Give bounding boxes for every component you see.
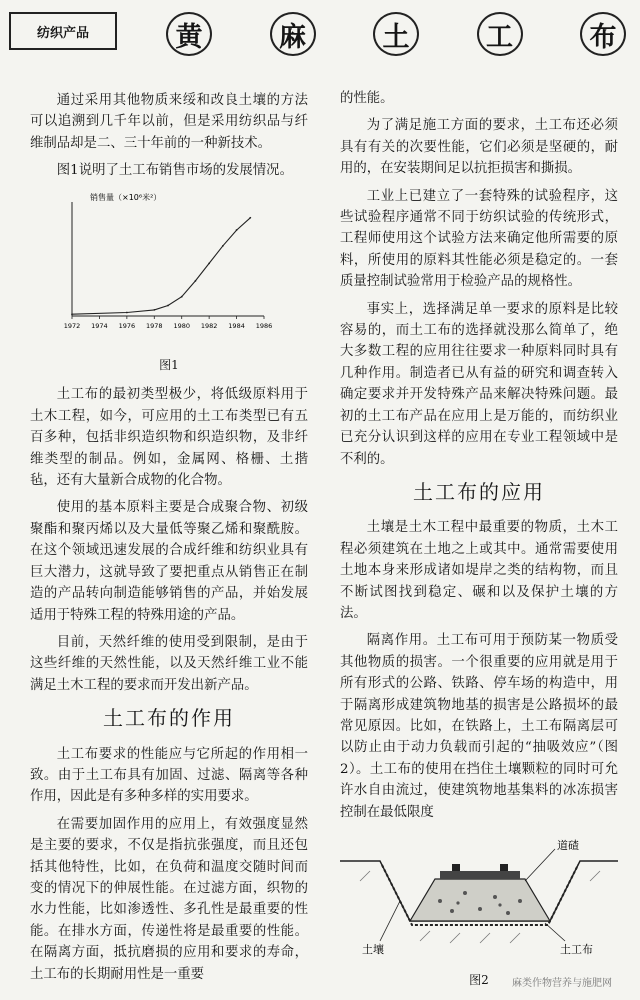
section-label: 纺织产品 (9, 12, 117, 50)
data-point (222, 245, 224, 247)
paragraph: 事实上，选择满足单一要求的原料是比较容易的，而土工布的选择就没那么简单了，绝大多数工程的应用往往要求一种原料同时具有几种作用。制造者已从有益的研究和调查转入确定要求并开发特殊产品来解决特殊问题。最初的土工布产品在应用上是万能的，而纺织业已充分认识到这样的应用在专业工程领域中是不利的。 (340, 301, 618, 467)
paragraph: 工业上已建立了一套特殊的试验程序，这些试验程序通常不同于纺织试验的传统形式，工程师使用这个试验方法来确定他所需要的原料，所使用的原料其性能必须是稳定的。一套质量控制试验常用于检验产品的规格性。 (340, 188, 618, 290)
paragraph: 为了满足施工方面的要求，土工布还必须具有有关的次要性能，它们必须是坚硬的，耐用的，在安装期间足以抗拒损害和撕损。 (340, 118, 618, 177)
title-char: 布 (580, 12, 626, 56)
paragraph: 使用的基本原料主要是合成聚合物、初级聚酯和聚丙烯以及大量低等聚乙烯和聚酰胺。在这个领域迅速发展的合成纤维和纺织业具有巨大潜力，这就导致了要把重点从销售正在制造的产品转向制造能够销售的产品，并始发展适用于特殊工程的特殊用途的产品。 (30, 500, 308, 623)
data-point (208, 262, 210, 264)
data-point (195, 280, 197, 282)
section-heading-function: 土工布的作用 (103, 706, 235, 731)
figure-1 (30, 188, 308, 345)
right-column (340, 88, 618, 1000)
sales-chart (50, 188, 280, 338)
railway-cross-section (340, 831, 618, 961)
title-char: 麻 (270, 12, 316, 56)
page-title (166, 8, 626, 60)
x-tick-label: 1976 (118, 321, 136, 330)
paragraph: 在需要加固作用的应用上，有效强度显然是主要的要求，不仅是指抗张强度，而且还包括其他特性，比如，在负荷和温度交随时间而变的情况下的伸展性能。在过滤方面，织物的水力性能，比如渗透性、多孔性是最重要的性能。在排水方面，传递性将是最重要的性能。在隔离方面，抵抗磨损的应用和要求的寿命，土工布的长期耐用性是一重要 (30, 816, 308, 982)
title-char: 土 (373, 12, 419, 56)
x-tick-label: 1978 (146, 321, 163, 330)
paragraph: 土工布要求的性能应与它所起的作用相一致。由于土工布具有加固、过滤、隔离等各种作用，因此是有多种多样的实用要求。 (30, 746, 308, 805)
watermark: 麻类作物营养与施肥网 (512, 978, 612, 989)
paragraph: 目前，天然纤维的使用受到限制，是由于这些纤维的天然性能，以及天然纤维工业不能满足土木工程的要求而开发出新产品。 (30, 634, 308, 693)
data-point (71, 313, 73, 315)
data-point (126, 311, 128, 313)
paragraph: 的性能。 (340, 91, 394, 106)
data-point (167, 304, 169, 306)
data-point (236, 229, 238, 231)
figure-2 (340, 831, 618, 992)
x-tick-label: 1986 (255, 321, 273, 330)
fig2-label-geotextile: 土工布 (560, 943, 593, 956)
paragraph: 通过采用其他物质来绥和改良土壤的方法可以追溯到几千年以前，但是采用纺织品与纤维制品却是二、三十年前的一种新技术。 (30, 93, 308, 151)
fig2-label-soil: 土壤 (362, 943, 384, 956)
data-point (153, 309, 155, 311)
x-tick-label: 1974 (91, 321, 108, 330)
data-point (181, 295, 183, 297)
paragraph: 土壤是土木工程中最重要的物质，土木工程必须建筑在土地之上或其中。通常需要使用土地本身来形成诸如堤岸之类的结构物，而且不断试图找到稳定、碾和以及保护土壤的方法。 (340, 520, 618, 621)
figure-2-caption: 图2 (469, 973, 489, 988)
x-tick-label: 1984 (228, 321, 245, 330)
x-tick-label: 1980 (173, 321, 190, 330)
figure-1-caption: 图1 (159, 358, 179, 373)
series-line (72, 217, 250, 313)
x-tick-label: 1982 (200, 321, 218, 330)
x-tick-label: 1972 (63, 321, 81, 330)
y-axis-label: 销售量（×10⁶米²） (90, 192, 162, 202)
data-point (249, 217, 251, 219)
paragraph: 隔离作用。土工布可用于预防某一物质受其他物质的损害。一个很重要的应用就是用于所有形式的公路、铁路、停车场的构造中，用于隔离形成建筑物地基的损害是公路损坏的最常见原因。比如，在铁路上，土工布隔离层可以防止由于动力负载而引起的“抽吸效应”（图2）。土工布的使用在挡住土壤颗粒的同时可允许水自由流过，使建筑物地基集料的冰冻损害控制在最低限度 (340, 633, 618, 820)
paragraph: 图1说明了土工布销售市场的发展情况。 (56, 163, 293, 179)
paragraph: 土工布的最初类型极少，将低级原料用于土木工程，如今，可应用的土工布类型已有五百多种，包括非织造织物和织造织物，及非纤维类型的制品。例如，金属网、格栅、土揩毡，还有大量新合成物的化合物。 (30, 387, 308, 489)
section-heading-application: 土工布的应用 (413, 479, 545, 504)
title-char: 黄 (166, 12, 212, 56)
left-column (30, 90, 308, 991)
fig2-label-track: 道碴 (557, 839, 579, 852)
title-char: 工 (477, 12, 523, 56)
